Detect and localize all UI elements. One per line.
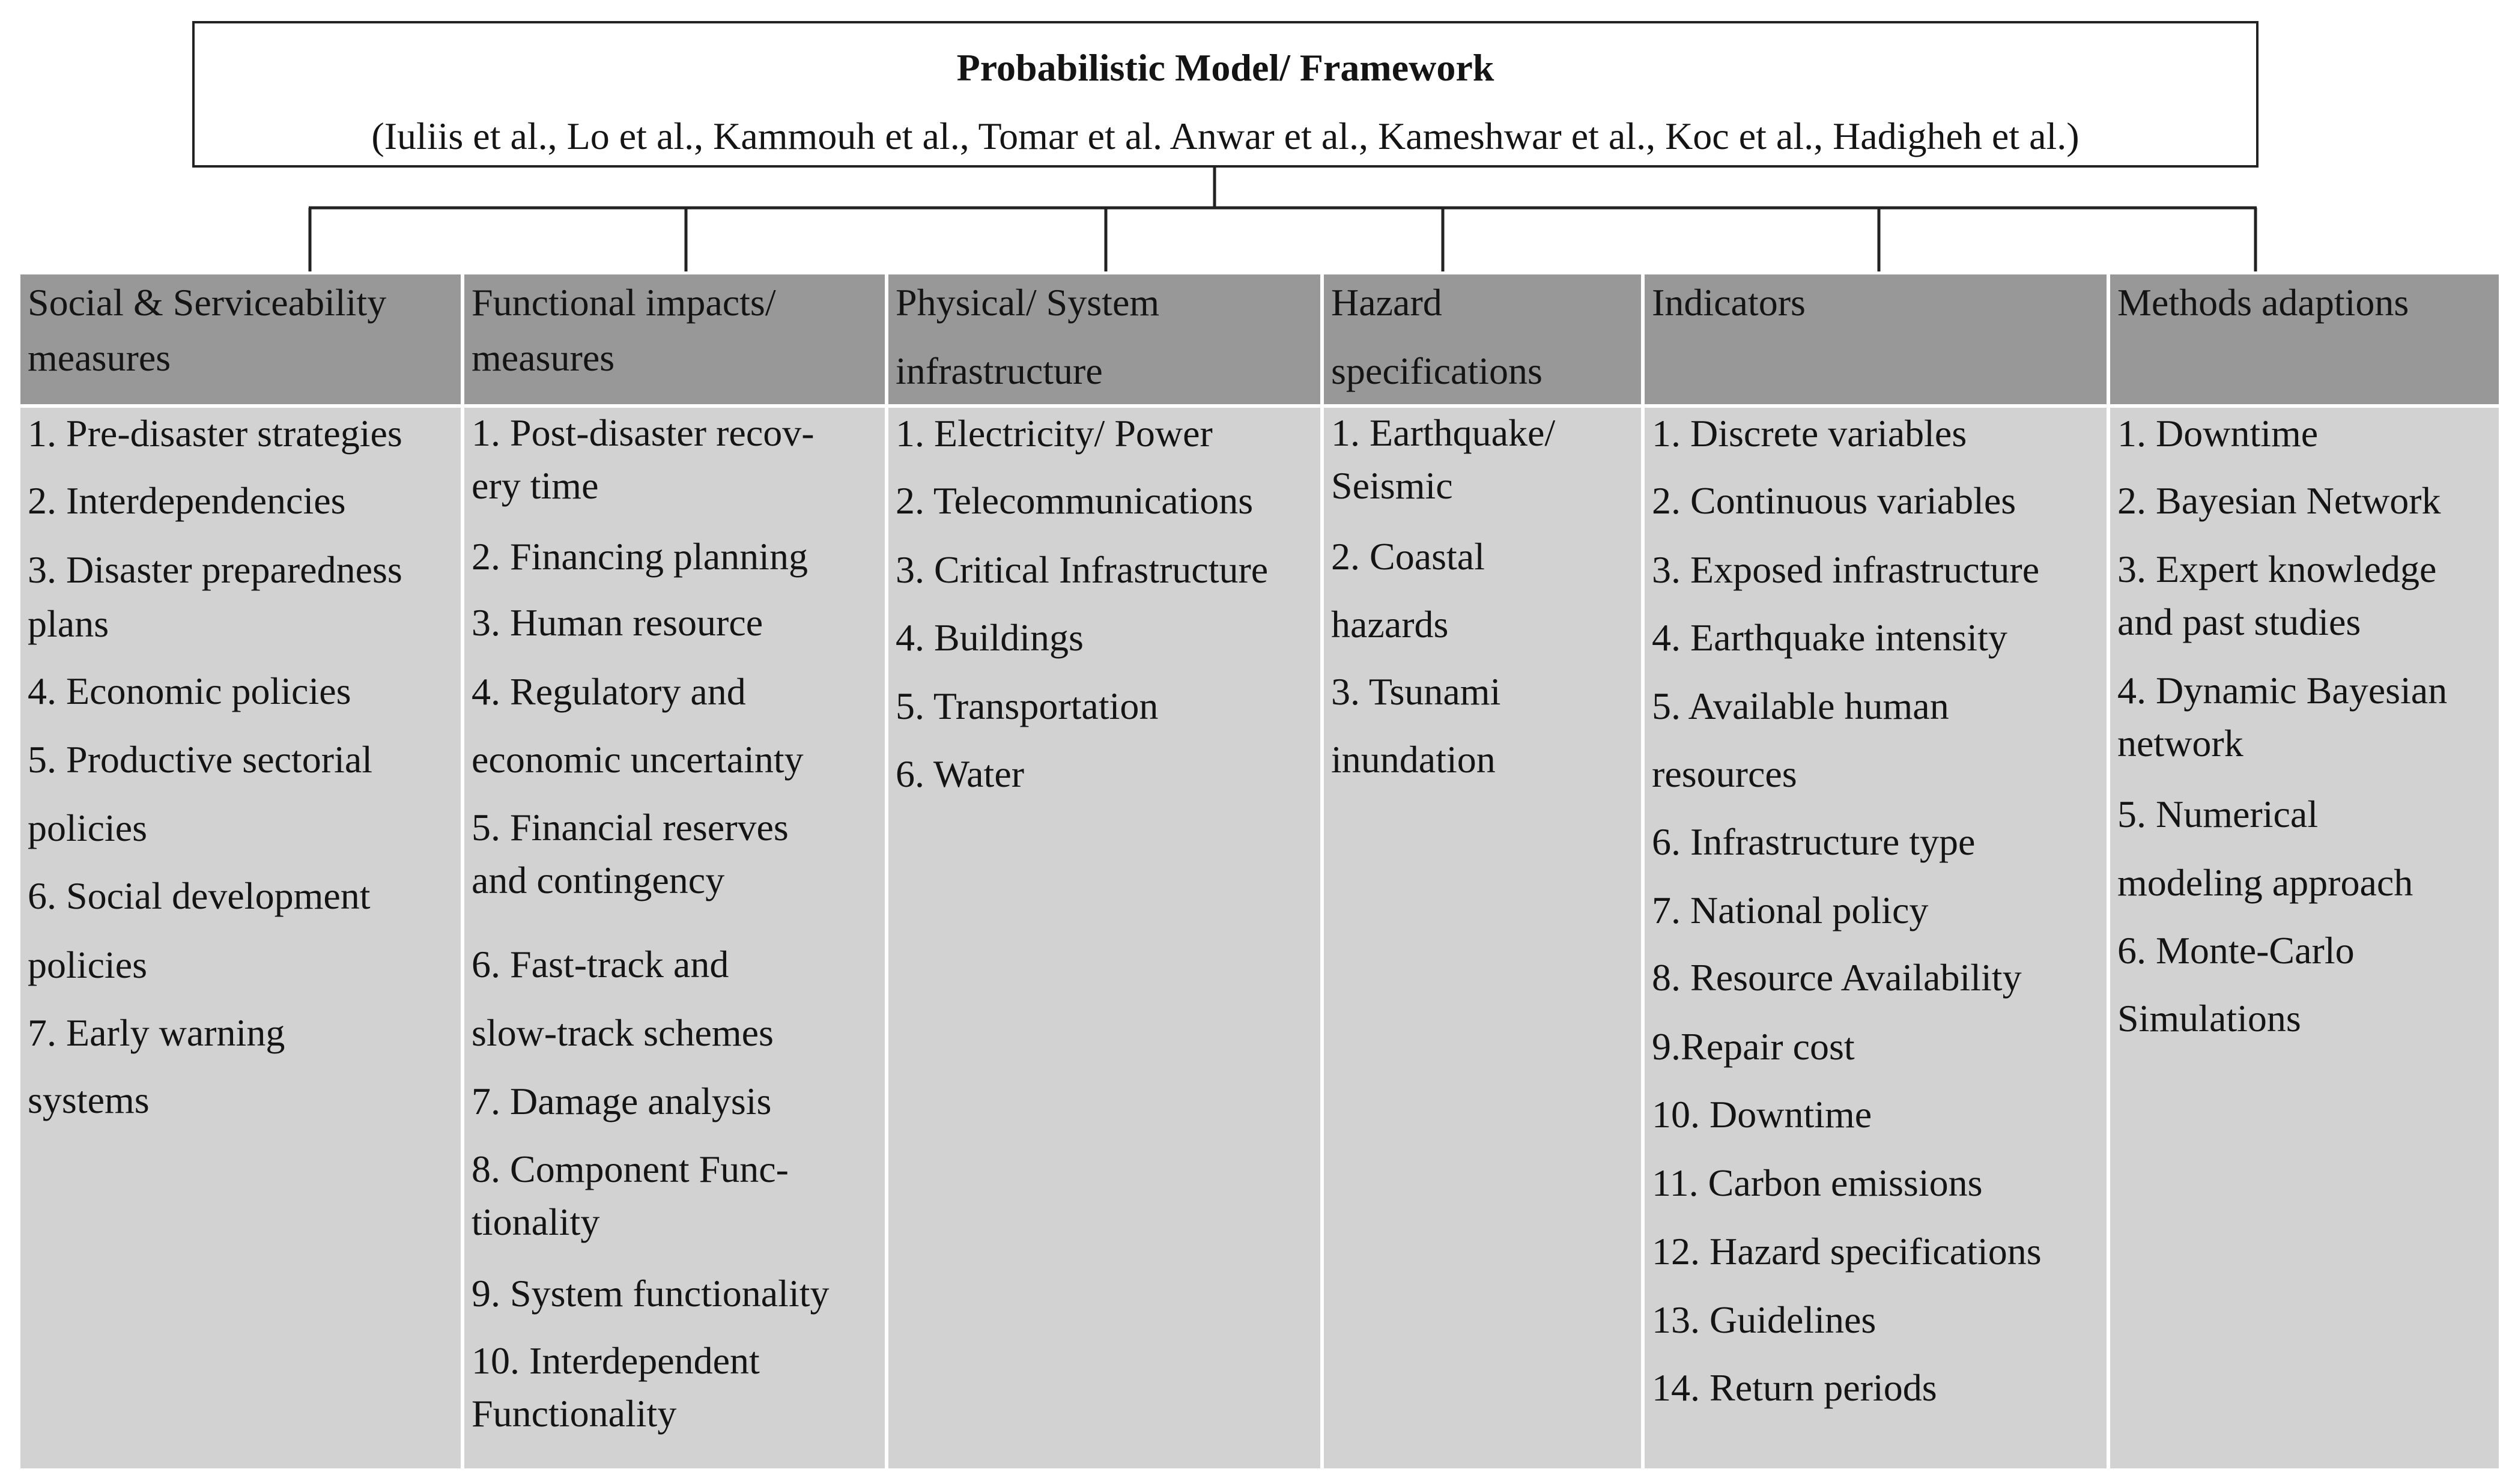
heading-line: Methods adaptions (2117, 281, 2409, 324)
framework-title: Probabilistic Model/ Framework (956, 46, 1494, 89)
column-heading (20, 274, 461, 404)
list-item: systems (28, 1079, 150, 1121)
column-items (1324, 408, 1641, 1468)
list-item: 3. Exposed infrastructure (1652, 548, 2040, 591)
list-item: 8. Component Func- tionality (472, 1148, 789, 1243)
list-item: hazards (1331, 603, 1449, 646)
column-items (20, 408, 461, 1468)
column-social-serviceability (20, 274, 461, 1468)
list-item: 4. Regulatory and (472, 670, 746, 713)
list-item: 6. Water (896, 753, 1025, 795)
list-item: 1. Downtime (2117, 412, 2319, 455)
list-item: 2. Telecommunications (896, 479, 1254, 522)
heading-line: measures (472, 336, 615, 379)
list-item: 1. Pre-disaster strategies (28, 412, 402, 455)
framework-references: (Iuliis et al., Lo et al., Kammouh et al., Tomar et al. Anwar et al., Kameshwar et al., Koc et al., Hadigheh et al.) (371, 115, 2080, 157)
list-item: 5. Financial reserves and contingency (472, 806, 789, 901)
list-item: 5. Available human (1652, 685, 1949, 727)
list-item: 5. Numerical (2117, 793, 2319, 835)
list-item: policies (28, 807, 148, 849)
column-heading (464, 274, 885, 404)
list-item: 8. Resource Availability (1652, 956, 2022, 999)
list-item: Simulations (2117, 997, 2301, 1040)
list-item: policies (28, 943, 148, 986)
heading-line: specifications (1331, 350, 1543, 392)
list-item: 6. Infrastructure type (1652, 820, 1976, 863)
list-item: 7. Damage analysis (472, 1080, 772, 1122)
column-heading (2110, 274, 2499, 404)
list-item: modeling approach (2117, 861, 2413, 904)
list-item: 5. Productive sectorial (28, 738, 373, 781)
list-item: 4. Economic policies (28, 670, 351, 712)
list-item: 2. Coastal (1331, 535, 1485, 578)
column-physical-system (888, 274, 1320, 1468)
list-item: 1. Earthquake/ Seismic (1331, 411, 1556, 507)
column-indicators (1645, 274, 2107, 1468)
list-item: 6. Monte-Carlo (2117, 929, 2355, 972)
column-methods-adaptions (2110, 274, 2499, 1468)
list-item: 2. Financing planning (472, 535, 808, 578)
list-item: 10. Downtime (1652, 1093, 1872, 1136)
list-item: 2. Interdependencies (28, 479, 346, 522)
list-item: 3. Tsunami (1331, 670, 1501, 713)
column-hazard-specifications (1324, 274, 1641, 1468)
list-item: 9.Repair cost (1652, 1025, 1855, 1068)
tree-connectors (0, 0, 2518, 276)
list-item: 12. Hazard specifications (1652, 1230, 2042, 1273)
list-item: 6. Fast-track and (472, 943, 729, 986)
heading-line: Functional impacts/ (472, 281, 776, 324)
column-heading (1645, 274, 2107, 404)
list-item: 3. Disaster preparedness plans (28, 548, 402, 645)
heading-line: measures (28, 336, 171, 379)
list-item: economic uncertainty (472, 738, 804, 781)
column-heading (1324, 274, 1641, 404)
list-item: 4. Earthquake intensity (1652, 616, 2007, 659)
list-item: 2. Continuous variables (1652, 479, 2016, 522)
list-item: inundation (1331, 738, 1496, 781)
list-item: 5. Transportation (896, 685, 1159, 727)
list-item: 3. Expert knowledge and past studies (2117, 548, 2437, 643)
list-item: resources (1652, 753, 1797, 795)
list-item: 13. Guidelines (1652, 1298, 1876, 1341)
list-item: slow-track schemes (472, 1011, 774, 1054)
heading-line: Hazard (1331, 281, 1442, 324)
list-item: 14. Return periods (1652, 1366, 1937, 1409)
column-items (888, 408, 1320, 1468)
heading-line: infrastructure (896, 350, 1103, 392)
list-item: 1. Post-disaster recov- ery time (472, 411, 815, 507)
list-item: 1. Discrete variables (1652, 412, 1967, 455)
list-item: 4. Dynamic Bayesian network (2117, 669, 2448, 765)
list-item: 11. Carbon emissions (1652, 1161, 1983, 1204)
list-item: 6. Social development (28, 874, 371, 917)
list-item: 2. Bayesian Network (2117, 479, 2441, 522)
list-item: 10. Interdependent Functionality (472, 1339, 760, 1435)
column-items (464, 408, 885, 1468)
list-item: 9. System functionality (472, 1272, 830, 1315)
list-item: 3. Critical Infrastructure (896, 548, 1269, 591)
column-items (1645, 408, 2107, 1468)
heading-line: Indicators (1652, 281, 1806, 324)
list-item: 7. National policy (1652, 889, 1929, 931)
heading-line: Social & Serviceability (28, 281, 387, 324)
heading-line: Physical/ System (896, 281, 1160, 324)
list-item: 4. Buildings (896, 616, 1084, 659)
list-item: 7. Early warning (28, 1011, 285, 1054)
list-item: 3. Human resource (472, 601, 763, 644)
column-items (2110, 408, 2499, 1468)
column-functional-impacts (464, 274, 885, 1468)
list-item: 1. Electricity/ Power (896, 412, 1213, 455)
column-heading (888, 274, 1320, 404)
